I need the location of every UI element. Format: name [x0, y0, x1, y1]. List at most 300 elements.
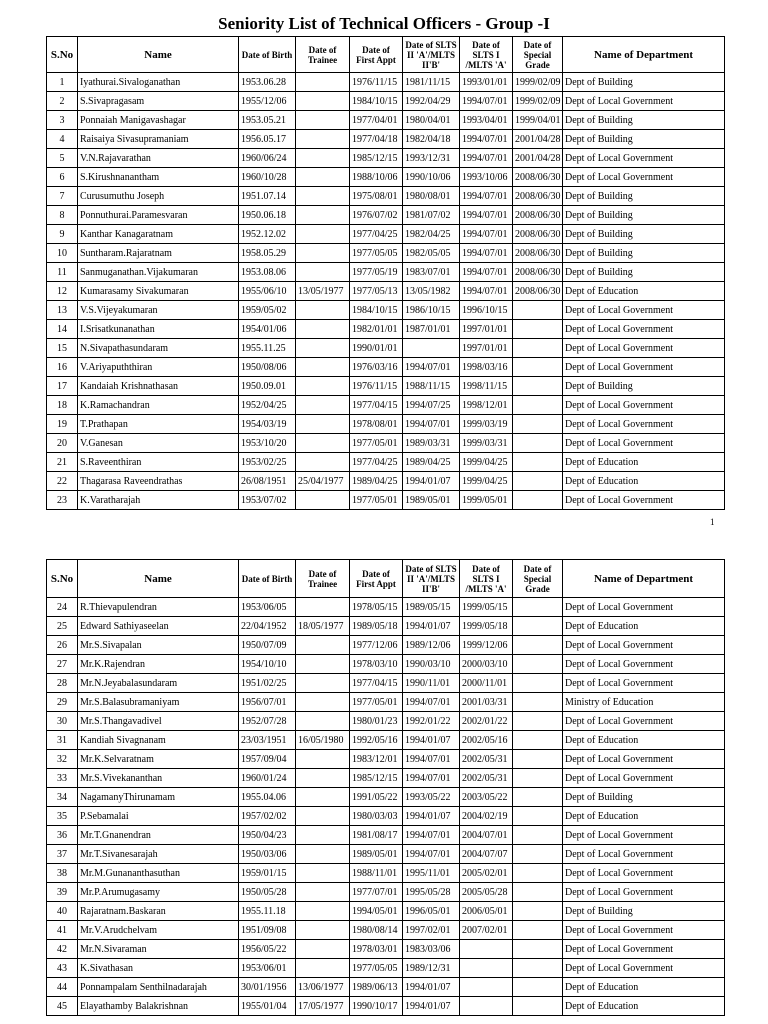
cell-special: [513, 453, 563, 472]
cell-special: [513, 731, 563, 750]
cell-name: V.N.Rajavarathan: [78, 149, 239, 168]
cell-dept: Dept of Building: [563, 788, 725, 807]
cell-first-appt: 1994/05/01: [350, 902, 403, 921]
table-row: [47, 997, 725, 1016]
cell-sno: 30: [47, 712, 78, 731]
cell-first-appt: 1977/04/15: [350, 674, 403, 693]
cell-special: [513, 434, 563, 453]
cell-special: [513, 415, 563, 434]
cell-slts2: 1994/07/01: [403, 358, 460, 377]
cell-sno: 22: [47, 472, 78, 491]
cell-name: Ponnuthurai.Paramesvaran: [78, 206, 239, 225]
cell-first-appt: 1983/12/01: [350, 750, 403, 769]
cell-dob: 1960/01/24: [239, 769, 296, 788]
table-row: [47, 396, 725, 415]
cell-special: [513, 491, 563, 510]
cell-slts2: 1994/07/01: [403, 415, 460, 434]
cell-special: [513, 693, 563, 712]
cell-dept: Dept of Local Government: [563, 149, 725, 168]
table-row: [47, 731, 725, 750]
cell-trainee: [296, 940, 350, 959]
cell-name: Iyathurai.Sivaloganathan: [78, 73, 239, 92]
cell-special: [513, 978, 563, 997]
cell-name: Mr.T.Sivanesarajah: [78, 845, 239, 864]
cell-sno: 25: [47, 617, 78, 636]
table-row: [47, 415, 725, 434]
cell-special: [513, 940, 563, 959]
cell-dept: Dept of Local Government: [563, 358, 725, 377]
cell-trainee: [296, 807, 350, 826]
table-row: [47, 358, 725, 377]
cell-special: 2008/06/30: [513, 244, 563, 263]
cell-dob: 1951.07.14: [239, 187, 296, 206]
cell-special: [513, 396, 563, 415]
cell-dept: Dept of Local Government: [563, 921, 725, 940]
cell-special: 2001/04/28: [513, 149, 563, 168]
cell-first-appt: 1992/05/16: [350, 731, 403, 750]
table-row: [47, 187, 725, 206]
cell-slts1: 1999/05/15: [460, 598, 513, 617]
cell-first-appt: 1980/01/23: [350, 712, 403, 731]
cell-slts2: 1994/07/01: [403, 769, 460, 788]
cell-name: Mr.S.Vivekananthan: [78, 769, 239, 788]
header-dept: Name of Department: [563, 560, 725, 598]
cell-slts2: 1989/05/01: [403, 491, 460, 510]
table-row: [47, 92, 725, 111]
cell-slts2: 13/05/1982: [403, 282, 460, 301]
cell-slts2: 1989/12/31: [403, 959, 460, 978]
cell-slts1: 2004/07/07: [460, 845, 513, 864]
header-sno: S.No: [47, 37, 78, 73]
cell-sno: 43: [47, 959, 78, 978]
cell-sno: 42: [47, 940, 78, 959]
cell-name: Ponnampalam Senthilnadarajah: [78, 978, 239, 997]
cell-sno: 20: [47, 434, 78, 453]
cell-special: [513, 921, 563, 940]
cell-slts1: 1999/03/19: [460, 415, 513, 434]
cell-trainee: 13/06/1977: [296, 978, 350, 997]
cell-dept: Dept of Education: [563, 472, 725, 491]
cell-slts1: 2007/02/01: [460, 921, 513, 940]
cell-dept: Dept of Building: [563, 187, 725, 206]
cell-special: [513, 712, 563, 731]
cell-dob: 1950.09.01: [239, 377, 296, 396]
cell-slts2: 1994/07/01: [403, 826, 460, 845]
cell-first-appt: 1977/04/25: [350, 453, 403, 472]
cell-first-appt: 1977/04/18: [350, 130, 403, 149]
cell-slts2: 1983/07/01: [403, 263, 460, 282]
cell-dob: 1957/09/04: [239, 750, 296, 769]
cell-sno: 38: [47, 864, 78, 883]
cell-dob: 1955.11.25: [239, 339, 296, 358]
cell-slts1: 1994/07/01: [460, 149, 513, 168]
cell-special: [513, 301, 563, 320]
cell-trainee: [296, 73, 350, 92]
cell-first-appt: 1991/05/22: [350, 788, 403, 807]
cell-name: Elayathamby Balakrishnan: [78, 997, 239, 1016]
cell-dept: Dept of Local Government: [563, 491, 725, 510]
header-dob: Date of Birth: [239, 560, 296, 598]
cell-name: Mr.K.Rajendran: [78, 655, 239, 674]
cell-sno: 28: [47, 674, 78, 693]
header-first-appt: Date of First Appt: [350, 560, 403, 598]
cell-slts1: 1997/01/01: [460, 339, 513, 358]
cell-sno: 41: [47, 921, 78, 940]
cell-name: Ponnaiah Manigavashagar: [78, 111, 239, 130]
cell-special: [513, 769, 563, 788]
cell-dept: Dept of Local Government: [563, 396, 725, 415]
cell-sno: 35: [47, 807, 78, 826]
cell-dept: Dept of Local Government: [563, 864, 725, 883]
cell-sno: 26: [47, 636, 78, 655]
seniority-table-page-2: [46, 559, 725, 1016]
cell-first-appt: 1975/08/01: [350, 187, 403, 206]
cell-dob: 1956/05/22: [239, 940, 296, 959]
cell-sno: 15: [47, 339, 78, 358]
cell-sno: 14: [47, 320, 78, 339]
cell-sno: 4: [47, 130, 78, 149]
cell-dept: Dept of Building: [563, 902, 725, 921]
cell-dob: 1950/07/09: [239, 636, 296, 655]
cell-special: [513, 902, 563, 921]
cell-slts1: 1993/01/01: [460, 73, 513, 92]
cell-name: I.Srisatkunanathan: [78, 320, 239, 339]
cell-special: [513, 674, 563, 693]
cell-dept: Dept of Local Government: [563, 750, 725, 769]
cell-dob: 1955.11.18: [239, 902, 296, 921]
cell-slts1: 1994/07/01: [460, 282, 513, 301]
cell-slts1: 1993/04/01: [460, 111, 513, 130]
cell-special: [513, 598, 563, 617]
cell-special: 2008/06/30: [513, 282, 563, 301]
cell-first-appt: 1977/05/19: [350, 263, 403, 282]
cell-first-appt: 1985/12/15: [350, 149, 403, 168]
cell-dept: Dept of Local Government: [563, 301, 725, 320]
cell-dept: Dept of Local Government: [563, 415, 725, 434]
cell-slts1: 1994/07/01: [460, 92, 513, 111]
cell-slts2: 1994/01/07: [403, 807, 460, 826]
cell-slts1: 2005/05/28: [460, 883, 513, 902]
cell-slts1: 1998/03/16: [460, 358, 513, 377]
cell-trainee: [296, 130, 350, 149]
cell-slts2: 1993/12/31: [403, 149, 460, 168]
cell-name: Raisaiya Sivasupramaniam: [78, 130, 239, 149]
cell-first-appt: 1990/01/01: [350, 339, 403, 358]
cell-slts2: 1993/05/22: [403, 788, 460, 807]
page-title: Seniority List of Technical Officers - Group -I: [218, 14, 550, 33]
table-row: [47, 282, 725, 301]
cell-dept: Dept of Building: [563, 225, 725, 244]
header-trainee: Date of Trainee: [296, 560, 350, 598]
header-special: Date of Special Grade: [513, 37, 563, 73]
cell-special: 2008/06/30: [513, 206, 563, 225]
cell-dept: Dept of Local Government: [563, 826, 725, 845]
cell-name: Kandiah Sivagnanam: [78, 731, 239, 750]
cell-name: K.Ramachandran: [78, 396, 239, 415]
cell-dept: Dept of Local Government: [563, 959, 725, 978]
table-row: [47, 130, 725, 149]
cell-slts2: 1980/08/01: [403, 187, 460, 206]
cell-special: [513, 377, 563, 396]
cell-name: Suntharam.Rajaratnam: [78, 244, 239, 263]
table-row: [47, 636, 725, 655]
cell-dob: 1953.06.28: [239, 73, 296, 92]
table-row: [47, 902, 725, 921]
cell-trainee: [296, 111, 350, 130]
cell-special: [513, 788, 563, 807]
cell-dob: 1955/01/04: [239, 997, 296, 1016]
cell-slts2: 1981/11/15: [403, 73, 460, 92]
cell-trainee: 17/05/1977: [296, 997, 350, 1016]
cell-first-appt: 1988/11/01: [350, 864, 403, 883]
cell-slts2: 1987/01/01: [403, 320, 460, 339]
cell-dob: 1954/01/06: [239, 320, 296, 339]
cell-trainee: [296, 959, 350, 978]
cell-slts1: [460, 978, 513, 997]
cell-first-appt: 1982/01/01: [350, 320, 403, 339]
cell-dept: Dept of Local Government: [563, 339, 725, 358]
cell-slts2: 1982/04/18: [403, 130, 460, 149]
cell-special: [513, 617, 563, 636]
cell-name: Mr.N.Sivaraman: [78, 940, 239, 959]
cell-slts1: 1994/07/01: [460, 225, 513, 244]
cell-special: 2008/06/30: [513, 225, 563, 244]
page-number: 1: [710, 517, 715, 527]
cell-trainee: [296, 693, 350, 712]
cell-sno: 11: [47, 263, 78, 282]
table-row: [47, 693, 725, 712]
cell-trainee: [296, 636, 350, 655]
cell-special: [513, 655, 563, 674]
cell-name: Thagarasa Raveendrathas: [78, 472, 239, 491]
cell-dept: Dept of Building: [563, 244, 725, 263]
cell-name: Curusumuthu Joseph: [78, 187, 239, 206]
cell-trainee: [296, 845, 350, 864]
cell-slts2: 1990/11/01: [403, 674, 460, 693]
cell-dept: Dept of Building: [563, 206, 725, 225]
cell-first-appt: 1977/04/15: [350, 396, 403, 415]
cell-dob: 1955/12/06: [239, 92, 296, 111]
header-trainee: Date of Trainee: [296, 37, 350, 73]
cell-dob: 1954/10/10: [239, 655, 296, 674]
cell-dept: Dept of Local Government: [563, 883, 725, 902]
table-row: [47, 921, 725, 940]
cell-slts2: 1994/01/07: [403, 731, 460, 750]
cell-dept: Dept of Education: [563, 617, 725, 636]
cell-slts2: 1983/03/06: [403, 940, 460, 959]
cell-name: V.Ariyapuththiran: [78, 358, 239, 377]
cell-special: [513, 750, 563, 769]
cell-special: 2008/06/30: [513, 168, 563, 187]
cell-dob: 1956/07/01: [239, 693, 296, 712]
header-slts2: Date of SLTS II 'A'/MLTS II'B': [403, 37, 460, 73]
table-row: [47, 617, 725, 636]
cell-dob: 1951/09/08: [239, 921, 296, 940]
cell-dob: 1953.05.21: [239, 111, 296, 130]
cell-special: [513, 826, 563, 845]
cell-slts1: 2002/05/31: [460, 750, 513, 769]
table-row: [47, 712, 725, 731]
table-row: [47, 750, 725, 769]
cell-slts2: 1992/01/22: [403, 712, 460, 731]
cell-dob: 1952/07/28: [239, 712, 296, 731]
cell-sno: 7: [47, 187, 78, 206]
cell-name: Mr.V.Arudchelvam: [78, 921, 239, 940]
cell-dob: 23/03/1951: [239, 731, 296, 750]
cell-first-appt: 1981/08/17: [350, 826, 403, 845]
cell-sno: 16: [47, 358, 78, 377]
header-dob: Date of Birth: [239, 37, 296, 73]
cell-trainee: [296, 206, 350, 225]
cell-slts1: [460, 997, 513, 1016]
table-row: [47, 320, 725, 339]
cell-trainee: [296, 244, 350, 263]
cell-name: Mr.N.Jeyabalasundaram: [78, 674, 239, 693]
cell-slts1: 1999/04/25: [460, 453, 513, 472]
cell-dob: 1957/02/02: [239, 807, 296, 826]
cell-slts2: 1989/04/25: [403, 453, 460, 472]
cell-sno: 34: [47, 788, 78, 807]
cell-dob: 1960/06/24: [239, 149, 296, 168]
cell-dept: Dept of Building: [563, 377, 725, 396]
cell-sno: 18: [47, 396, 78, 415]
cell-dept: Dept of Local Government: [563, 712, 725, 731]
cell-name: Kandaiah Krishnathasan: [78, 377, 239, 396]
cell-slts2: 1994/01/07: [403, 617, 460, 636]
cell-name: Mr.S.Sivapalan: [78, 636, 239, 655]
table-row: [47, 339, 725, 358]
cell-name: Mr.T.Gnanendran: [78, 826, 239, 845]
header-name: Name: [78, 37, 239, 73]
cell-trainee: [296, 864, 350, 883]
table-row: [47, 73, 725, 92]
cell-first-appt: 1989/04/25: [350, 472, 403, 491]
header-slts1: Date of SLTS I /MLTS 'A': [460, 560, 513, 598]
cell-first-appt: 1976/07/02: [350, 206, 403, 225]
cell-special: [513, 636, 563, 655]
cell-name: NagamanyThirunamam: [78, 788, 239, 807]
table-row: [47, 807, 725, 826]
cell-first-appt: 1978/05/15: [350, 598, 403, 617]
table-row: [47, 206, 725, 225]
cell-special: [513, 997, 563, 1016]
cell-trainee: [296, 225, 350, 244]
cell-slts1: 2001/03/31: [460, 693, 513, 712]
cell-dob: 1952.12.02: [239, 225, 296, 244]
cell-sno: 45: [47, 997, 78, 1016]
cell-slts2: 1990/03/10: [403, 655, 460, 674]
cell-trainee: [296, 301, 350, 320]
cell-dept: Dept of Local Government: [563, 674, 725, 693]
cell-first-appt: 1977/12/06: [350, 636, 403, 655]
cell-slts2: 1994/01/07: [403, 997, 460, 1016]
cell-sno: 3: [47, 111, 78, 130]
cell-trainee: [296, 320, 350, 339]
table-row: [47, 788, 725, 807]
cell-slts1: 1999/05/01: [460, 491, 513, 510]
table-row: [47, 168, 725, 187]
table-row: [47, 301, 725, 320]
table-header-row: [47, 37, 725, 73]
cell-dob: 1953/06/01: [239, 959, 296, 978]
table-row: [47, 244, 725, 263]
table-row: [47, 472, 725, 491]
cell-dept: Dept of Education: [563, 807, 725, 826]
cell-first-appt: 1978/03/01: [350, 940, 403, 959]
cell-dept: Dept of Local Government: [563, 636, 725, 655]
cell-slts1: 2000/11/01: [460, 674, 513, 693]
cell-name: Rajaratnam.Baskaran: [78, 902, 239, 921]
cell-slts2: 1995/11/01: [403, 864, 460, 883]
cell-slts2: 1994/07/01: [403, 750, 460, 769]
cell-special: 1999/02/09: [513, 73, 563, 92]
cell-dept: Dept of Education: [563, 997, 725, 1016]
table-row: [47, 263, 725, 282]
cell-dob: 1958.05.29: [239, 244, 296, 263]
table-row: [47, 826, 725, 845]
cell-slts1: [460, 940, 513, 959]
cell-dept: Dept of Local Government: [563, 168, 725, 187]
cell-dob: 1950/05/28: [239, 883, 296, 902]
cell-special: [513, 339, 563, 358]
table-row: [47, 655, 725, 674]
cell-special: 1999/02/09: [513, 92, 563, 111]
cell-trainee: [296, 826, 350, 845]
cell-slts2: 1989/05/15: [403, 598, 460, 617]
table-row: [47, 978, 725, 997]
cell-slts1: 1998/11/15: [460, 377, 513, 396]
cell-slts2: 1994/07/01: [403, 693, 460, 712]
cell-dept: Dept of Building: [563, 130, 725, 149]
cell-trainee: [296, 674, 350, 693]
cell-sno: 36: [47, 826, 78, 845]
table-row: [47, 845, 725, 864]
cell-dob: 1950.06.18: [239, 206, 296, 225]
cell-dept: Dept of Building: [563, 73, 725, 92]
cell-slts2: 1996/05/01: [403, 902, 460, 921]
header-special: Date of Special Grade: [513, 560, 563, 598]
table-row: [47, 883, 725, 902]
cell-name: Mr.P.Arumugasamy: [78, 883, 239, 902]
cell-slts1: 2004/07/01: [460, 826, 513, 845]
cell-dept: Dept of Local Government: [563, 598, 725, 617]
cell-slts1: 1998/12/01: [460, 396, 513, 415]
cell-dob: 26/08/1951: [239, 472, 296, 491]
table-row: [47, 453, 725, 472]
cell-dept: Dept of Education: [563, 731, 725, 750]
table-row: [47, 674, 725, 693]
cell-dept: Dept of Local Government: [563, 769, 725, 788]
cell-special: 2001/04/28: [513, 130, 563, 149]
cell-first-appt: 1976/11/15: [350, 73, 403, 92]
cell-trainee: 25/04/1977: [296, 472, 350, 491]
cell-dept: Dept of Building: [563, 111, 725, 130]
cell-first-appt: 1976/03/16: [350, 358, 403, 377]
cell-slts1: 2002/01/22: [460, 712, 513, 731]
cell-dob: 1953.08.06: [239, 263, 296, 282]
cell-dept: Dept of Local Government: [563, 655, 725, 674]
cell-slts2: 1995/05/28: [403, 883, 460, 902]
table-row: [47, 111, 725, 130]
cell-dept: Dept of Local Government: [563, 845, 725, 864]
cell-trainee: 13/05/1977: [296, 282, 350, 301]
cell-first-appt: 1989/05/18: [350, 617, 403, 636]
cell-slts1: 2002/05/16: [460, 731, 513, 750]
cell-dept: Dept of Local Government: [563, 92, 725, 111]
table-header-row: [47, 560, 725, 598]
cell-slts1: 1994/07/01: [460, 130, 513, 149]
cell-slts2: 1980/04/01: [403, 111, 460, 130]
